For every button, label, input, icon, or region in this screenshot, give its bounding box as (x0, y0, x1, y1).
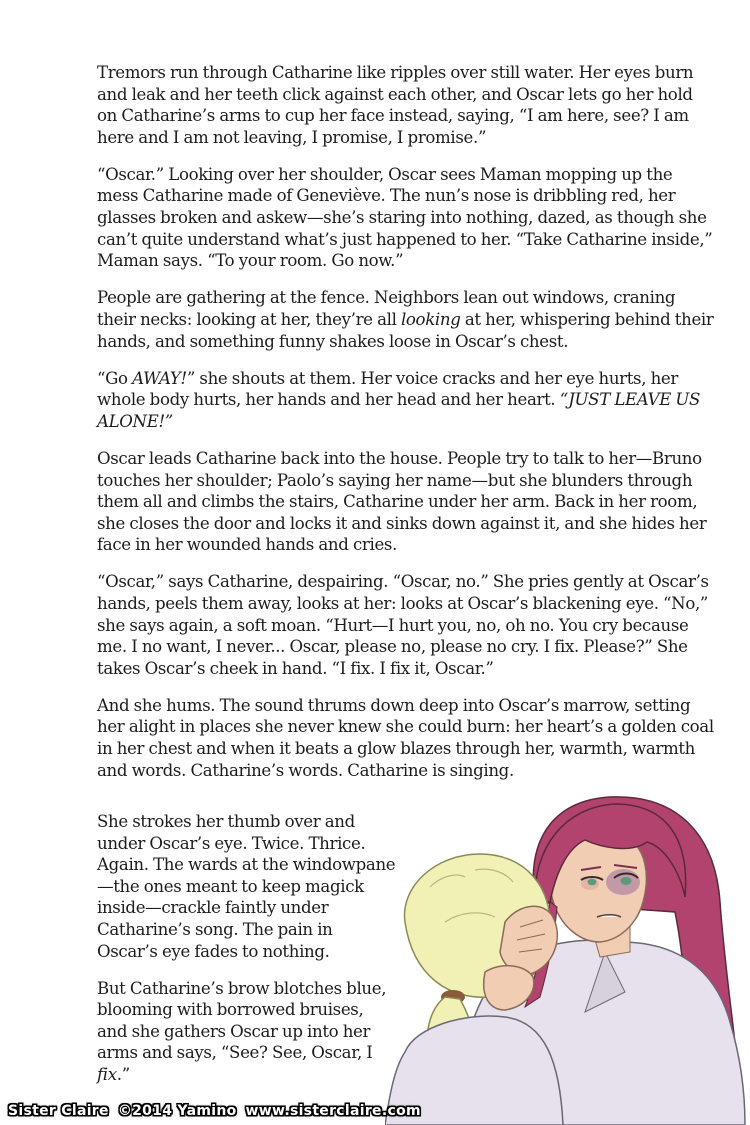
story-text (97, 62, 717, 797)
italic-text: “JUST LEAVE US ALONE!” (97, 390, 701, 431)
text-run: And she hums. The sound thrums down deep into Oscar’s marrow, setting her alight in places she never knew she could burn: her heart’s a golden coal in her chest and when it beats a glow blazes through her, warmth, warmth and words. Catharine’s words. Catharine is singing. (97, 695, 714, 780)
site-url: www.sisterclaire.com (245, 1103, 421, 1119)
paragraph (97, 811, 397, 962)
copyright-notice: ©2014 Yamino (117, 1103, 237, 1119)
text-run: “Oscar,” says Catharine, despairing. “Oscar, no.” She pries gently at Oscar’s hands, peels them away, looks at her: looks at Oscar’s blackening eye. “No,” she says again, a soft moan. “Hurt—I hurt you, no, oh no. You cry because me. I no want, I never... Oscar, please no, please no cry. I fix. Please?” She takes Oscar’s cheek in hand. “I fix. I fix it, Oscar.” (97, 572, 709, 678)
paragraph (97, 62, 717, 148)
text-run: .” (116, 1065, 130, 1085)
catharine-oscar-illustration (385, 792, 750, 1125)
paragraph (97, 164, 717, 272)
text-run: Tremors run through Catharine like ripples over still water. Her eyes burn and leak and her teeth click against each other, and Oscar lets go her hold on Catharine’s arms to cup her face instead, saying, “I am here, see? I am here and I am not leaving, I promise, I promise.” (97, 63, 694, 147)
paragraph (97, 695, 717, 781)
text-run: But Catharine’s brow blotches blue, blooming with borrowed bruises, and she gathers Oscar up into her arms and says, “See? See, Oscar, I (97, 978, 387, 1063)
footer-credits (8, 1103, 430, 1119)
paragraph (97, 448, 717, 556)
text-run: at her, whispering behind their hands, and something funny shakes loose in Oscar’s chest. (97, 309, 714, 351)
paragraph (97, 287, 717, 352)
italic-text: fix (97, 1065, 117, 1085)
text-run: “Oscar.” Looking over her shoulder, Oscar sees Maman mopping up the mess Catharine made of Geneviève. The nun’s nose is dribbling red, her glasses broken and askew—she’s staring into nothing, dazed, as though she can’t quite understand what’s just happened to her. “Take Catharine inside,” Maman says. “To your room. Go now.” (97, 164, 713, 271)
paragraph (97, 571, 717, 679)
text-run: “Go (97, 368, 133, 388)
paragraph (97, 368, 717, 433)
text-run: ” she shouts at them. Her voice cracks and her eye hurts, her whole body hurts, her hands and her head and her heart. (97, 368, 678, 410)
story-text-lower (97, 811, 397, 1101)
italic-text: AWAY! (132, 368, 187, 388)
italic-text: looking (400, 309, 461, 329)
text-run: She strokes her thumb over and under Oscar’s eye. Twice. Thrice. Again. The wards at the windowpane—the ones meant to keep magick inside—crackle faintly under Catharine’s song. The pain in Oscar’s eye fades to nothing. (97, 812, 396, 961)
paragraph (97, 978, 397, 1086)
series-title: Sister Claire (8, 1103, 109, 1119)
text-run: Oscar leads Catharine back into the house. People try to talk to her—Bruno touches her shoulder; Paolo’s saying her name—but she blunders through them all and climbs the stairs, Catharine under her arm. Back in her room, she closes the door and locks it and sinks down against it, and she hides her face in her wounded hands and cries. (97, 448, 707, 555)
text-run: People are gathering at the fence. Neighbors lean out windows, craning their necks: looking at her, they’re all (97, 288, 676, 329)
